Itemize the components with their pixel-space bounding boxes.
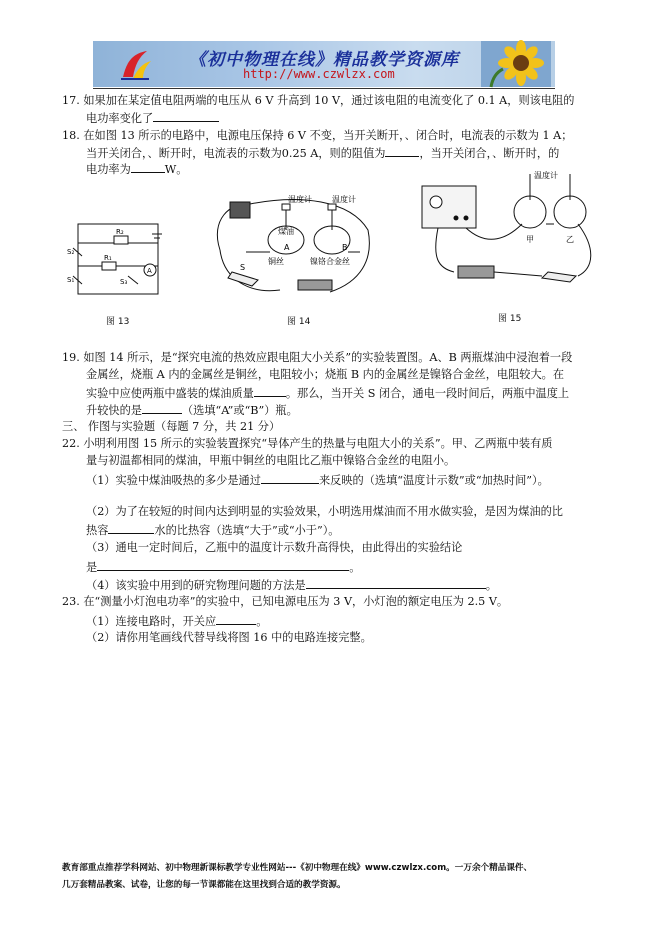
- q17-line2: [86, 110, 219, 126]
- q22-part2: （2）为了在较短的时间内达到明显的实验效果，小明选用煤油而不用水做实验，是因为煤油的比: [86, 505, 563, 518]
- q23-p1-text-b: 。: [256, 615, 268, 628]
- figure-15-apparatus: [418, 168, 598, 306]
- q18-text-a: 当开关闭合，、断开时，电流表的示数为0.25 A，则的阻值为: [86, 147, 386, 160]
- fig14-label-kerosene: 煤油: [278, 227, 294, 236]
- q19-blank-2[interactable]: [142, 402, 182, 414]
- fig13-label-s3: S₃: [120, 278, 128, 286]
- fig13-label-ammeter: A: [147, 267, 152, 275]
- figure-13-caption: 图 13: [106, 317, 130, 327]
- q23-part2: （2）请你用笔画线代替导线将图 16 中的电路连接完整。: [86, 631, 372, 644]
- q19-line1: 19. 如图 14 所示，是“探究电流的热效应跟电阻大小关系”的实验装置图。A、B 两瓶煤油中浸泡着一段: [62, 351, 573, 364]
- q22-p3-text-c: 。: [349, 561, 361, 574]
- fig15-label-yi: 乙: [566, 235, 574, 244]
- q17-answer-blank[interactable]: [153, 110, 219, 122]
- q18-text-c: 电功率为: [86, 163, 131, 176]
- q22-part2-cont: [86, 522, 339, 538]
- fig13-label-s2: S₂: [67, 248, 75, 256]
- fig14-label-switch: S: [240, 263, 246, 272]
- q19-line2: 金属丝，烧瓶 A 内的金属丝是铜丝，电阻较小；烧瓶 B 内的金属丝是镍铬合金丝，电阻较大。在: [86, 368, 565, 381]
- q19-text-c: 升较快的是: [86, 404, 142, 417]
- figure-14-apparatus: [210, 190, 375, 308]
- q22-p3-text-b: 是: [86, 561, 98, 574]
- q19-text-d: （选填“A”或“B”）瓶。: [181, 404, 298, 417]
- q18-line2: [86, 145, 559, 161]
- fig14-label-b: B: [342, 243, 348, 252]
- fig13-label-r1: R₁: [104, 254, 112, 262]
- q22-part3-cont: [86, 559, 360, 575]
- q22-p2-blank[interactable]: [108, 522, 154, 534]
- q22-p1-blank[interactable]: [261, 472, 319, 484]
- header-rule: [93, 88, 555, 89]
- site-title: 《初中物理在线》精品教学资源库: [189, 50, 459, 70]
- q23-line1: 23. 在“测量小灯泡电功率”的实验中，已知电源电压为 3 V，小灯泡的额定电压为 2.5 V。: [62, 595, 509, 608]
- q23-part1: [86, 613, 267, 629]
- q22-line1: 22. 小明利用图 15 所示的实验装置探究“导体产生的热量与电阻大小的关系”。甲、乙两瓶中装有质: [62, 437, 553, 450]
- fig15-label-jia: 甲: [526, 235, 534, 244]
- fig14-label-nichrome: 镍铬合金丝: [310, 257, 350, 266]
- fig14-label-thermometer-a: 温度计: [288, 195, 312, 204]
- footer-line2: 几万套精品教案、试卷，让您的每一节课都能在这里找到合适的教学资源。: [62, 880, 346, 890]
- q18-text-b: ，当开关闭合，、断开时，的: [419, 147, 560, 160]
- q18-line1: 18. 在如图 13 所示的电路中，电源电压保持 6 V 不变，当开关断开，、闭合时，电流表的示数为 1 A；: [62, 129, 573, 142]
- q22-p2-text-b: 热容: [86, 524, 109, 537]
- q19-text-b: 。那么，当开关 S 闭合，通电一段时间后，两瓶中温度上: [285, 387, 570, 400]
- q22-p4-text-b: 。: [485, 579, 497, 592]
- figure-13-circuit: [67, 218, 168, 300]
- q19-text-a: 实验中应使两瓶中盛装的煤油质量: [86, 387, 254, 400]
- q22-part3: （3）通电一定时间后，乙瓶中的温度计示数升高得快，由此得出的实验结论: [86, 541, 463, 554]
- figure-15-caption: 图 15: [498, 314, 522, 324]
- q22-p4-text-a: （4）该实验中用到的研究物理问题的方法是: [86, 579, 306, 592]
- site-url[interactable]: http://www.czwlzx.com: [243, 67, 395, 81]
- q18-text-d: W。: [164, 163, 188, 176]
- q18-blank-1[interactable]: [385, 145, 419, 157]
- q18-blank-2[interactable]: [131, 161, 165, 173]
- q22-p2-text-c: 水的比热容（选填“大于”或“小于”）。: [154, 524, 340, 537]
- q23-p1-text-a: （1）连接电路时，开关应: [86, 615, 217, 628]
- sunflower-icon: [481, 41, 551, 87]
- q22-part4: [86, 577, 497, 593]
- q19-line3: [86, 385, 569, 401]
- q22-p4-blank[interactable]: [306, 577, 486, 589]
- q22-line2: 量与初温都相同的煤油，甲瓶中铜丝的电阻比乙瓶中镍铬合金丝的电阻小。: [86, 454, 456, 467]
- q18-line3: [86, 161, 187, 177]
- q22-p1-text-b: 来反映的（选填“温度计示数”或“加热时间”）。: [318, 474, 549, 487]
- q19-line4: [86, 402, 298, 418]
- footer-line1: 教育部重点推荐学科网站、初中物理新课标教学专业性网站---《初中物理在线》www.czwlzx.com。一万余个精品课件、: [62, 863, 533, 873]
- section-3-heading: 三、 作图与实验题（每题 7 分，共 21 分）: [62, 420, 281, 433]
- site-logo-icon: [119, 49, 153, 81]
- q22-p1-text-a: （1）实验中煤油吸热的多少是通过: [86, 474, 261, 487]
- fig14-label-copper: 铜丝: [268, 257, 284, 266]
- q22-part1: [86, 472, 549, 488]
- figure-14-caption: 图 14: [287, 317, 311, 327]
- header-banner: [93, 41, 555, 87]
- q17-line1: 17. 如果加在某定值电阻两端的电压从 6 V 升高到 10 V，通过该电阻的电流变化了 0.1 A，则该电阻的: [62, 94, 575, 107]
- fig14-label-a: A: [284, 243, 290, 252]
- q22-p3-blank[interactable]: [97, 559, 349, 571]
- fig14-label-thermometer-b: 温度计: [332, 195, 356, 204]
- q19-blank-1[interactable]: [254, 385, 286, 397]
- fig13-label-s1: S₁: [67, 276, 75, 284]
- fig13-label-r2: R₂: [116, 228, 124, 236]
- fig15-label-thermometer: 温度计: [534, 171, 558, 180]
- q17-text: 电功率变化了: [86, 112, 154, 125]
- q23-p1-blank[interactable]: [216, 613, 256, 625]
